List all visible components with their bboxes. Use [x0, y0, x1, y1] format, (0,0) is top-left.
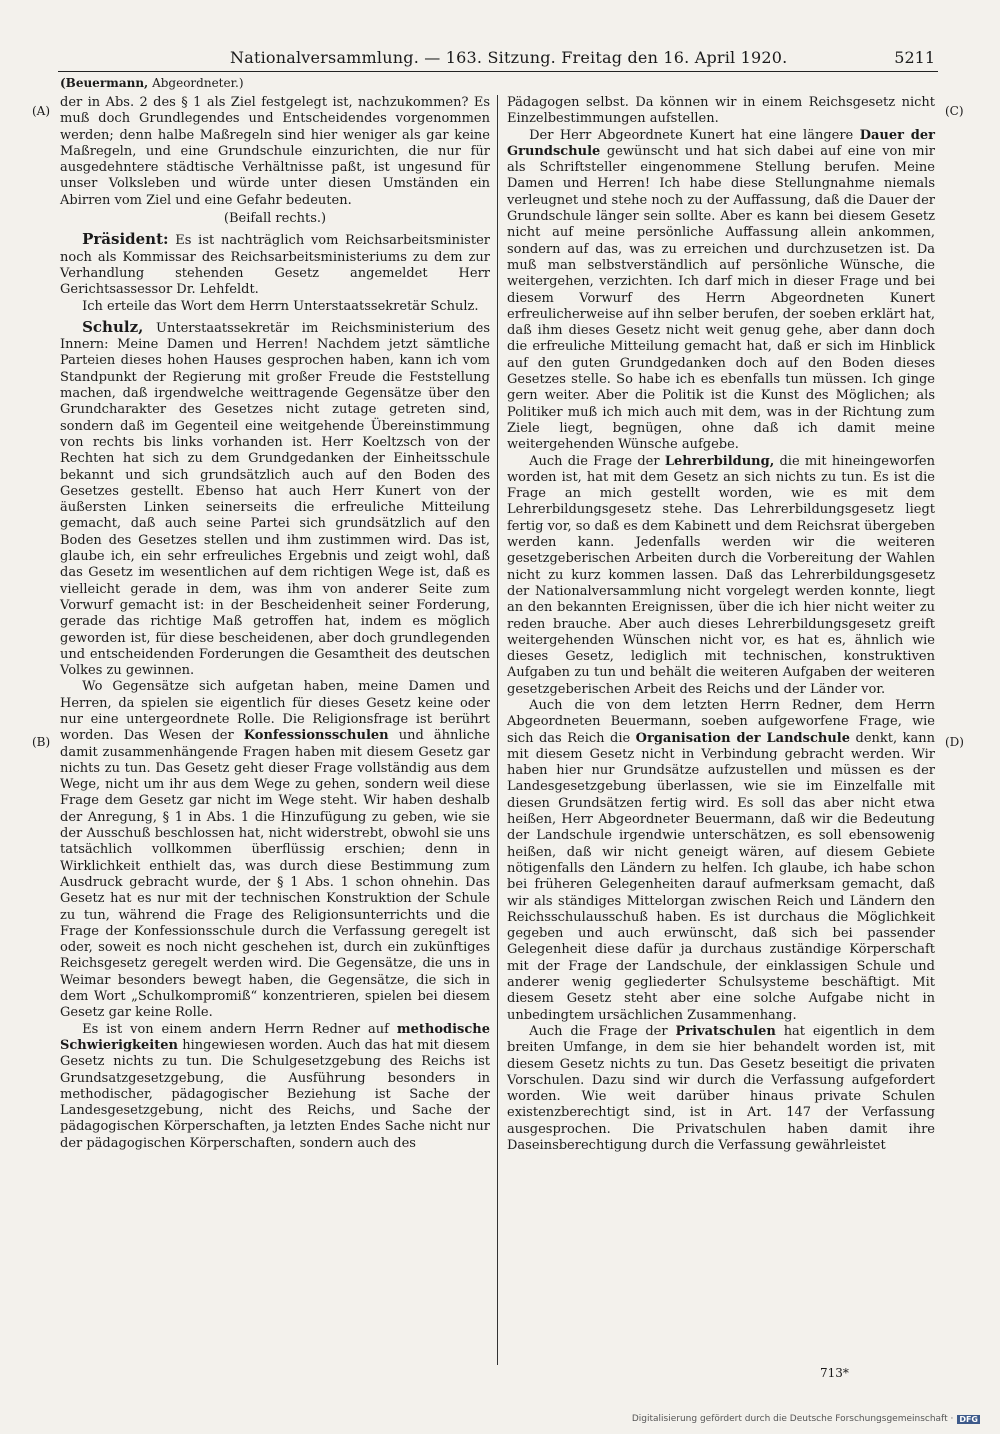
footer-credit	[632, 1414, 980, 1424]
page-header	[60, 48, 935, 70]
margin-mark-d: (D)	[945, 735, 964, 749]
emphasis: Konfessionsschulen	[243, 728, 389, 744]
paragraph	[507, 698, 935, 1024]
paragraph	[507, 128, 935, 454]
dfg-logo-icon: DFG	[959, 1414, 978, 1424]
paragraph-president	[60, 231, 490, 298]
paragraph-text: Es ist von einem andern Herrn Redner auf	[82, 1021, 389, 1037]
margin-mark-c: (C)	[945, 104, 964, 118]
paragraph-text: Auch die von dem letzten Herrn Redner, dem Herrn Abgeordneten Beuermann, soeben aufgeworfene Frage, wie sich das Reich die	[507, 697, 935, 746]
speaker-role: Abgeordneter.)	[152, 76, 244, 90]
paragraph-text: gewünscht und hat sich dabei auf eine von mir als Schriftsteller eingenommene Stellung berufen. Meine Damen und Herren! Ich habe diese Stellungnahme niemals verleugnet und stehe noch zu der Auffassung, daß die Dauer der Grundschule länger sein sollte. Aber es kann bei diesem Gesetz nicht auf meine persönliche Auffassung allein ankommen, sondern auf das, was zu erreichen und durchzusetzen ist. Da muß man selbstverständlich auf persönliche Wünsche, die weitergehen, verzichten. Ich darf mich in dieser Frage und bei diesem Vorwurf des Herrn Abgeordneten Kunert erfreulicherweise auf ihn selber berufen, der soeben erklärt hat, daß ihm dieses Gesetz nicht weit genug gehe, aber dann doch die erfreuliche Mitteilung gemacht hat, daß er sich im Hinblick auf den guten Grundgedanken doch auf den Boden dieses Gesetzes stelle. So habe ich es ebenfalls tun müssen. Ich ginge gern weiter. Aber die Politik ist die Kunst des Möglichen; als Politiker muß ich mich auch mit dem, was in der Richtung zum Ziele liegt, begnügen, ohne daß ich damit meine weitergehenden Wünsche aufgebe.	[507, 143, 935, 453]
paragraph-text: Auch die Frage der	[529, 453, 660, 469]
emphasis: Lehrerbildung,	[664, 453, 775, 469]
paragraph-text: Es ist nachträglich vom Reichsarbeitsminister noch als Kommissar des Reichsarbeitsministeriums zu dem zur Verhandlung stehenden Gesetz angemeldet Herr Gerichtsassessor Dr. Lehfeldt.	[60, 233, 490, 298]
paragraph	[60, 679, 490, 1021]
paragraph	[507, 454, 935, 698]
speaker-label: Präsident:	[82, 230, 169, 249]
emphasis: Organisation der Landschule	[635, 730, 850, 746]
margin-mark-b: (B)	[32, 735, 51, 749]
paragraph-text: Auch die Frage der	[529, 1023, 668, 1039]
emphasis: Privatschulen	[675, 1023, 776, 1039]
paragraph: Pädagogen selbst. Da können wir in einem Reichsgesetz nicht Einzelbestimmungen aufstellen.	[507, 95, 935, 127]
paragraph-text: und ähnliche damit zusammenhängende Fragen haben mit diesem Gesetz gar nichts zu tun. Das Gesetz geht dieser Frage vollständig aus dem Wege, nicht um ihr aus dem Wege zu gehen, sondern weil diese Frage dem Gesetz gar nicht im Wege steht. Wir haben deshalb der Anregung, § 1 in Abs. 1 die Hinzufügung zu geben, wie sie der Ausschuß beschlossen hat, nicht widerstrebt, obwohl sie uns tatsächlich vollkommen überflüssig erschien; denn in Wirklichkeit enthielt das, was durch diese Bestimmung zum Ausdruck gebracht wurde, der § 1 Abs. 1 schon ohnehin. Das Gesetz hat es nur mit der technischen Konstruktion der Schule zu tun, während die Frage des Religionsunterrichts und die Frage der Konfessionsschule durch die Verfassung geregelt ist oder, soweit es noch nicht geschehen ist, durch ein zukünftiges Reichsgesetz geregelt werden wird. Die Gegensätze, die uns in Weimar besonders bewegt haben, die Gegensätze, die sich in dem Wort „Schulkompromiß“ konzentrieren, spielen bei diesem Gesetz gar keine Rolle.	[60, 728, 490, 1021]
paragraph	[507, 1024, 935, 1154]
signature-mark: 713*	[820, 1366, 849, 1380]
header-rule	[58, 71, 938, 72]
paragraph-text: Unterstaatssekretär im Reichsministerium des Innern: Meine Damen und Herren! Nachdem jetzt sämtliche Parteien dieses hohen Hauses gesprochen haben, kann ich vom Standpunkt der Regierung mit großer Freude die Feststellung machen, daß irgendwelche weittragende Gegensätze über den Grundcharakter des Gesetzes nicht zutage getreten sind, sondern daß im Gegenteil eine weitgehende Übereinstimmung von rechts bis links vorhanden ist. Herr Koeltzsch von der Rechten hat sich zu dem Grundgedanken der Einheitsschule bekannt und sich grundsätzlich auch auf den Boden des Gesetzes gestellt. Ebenso hat auch Herr Kunert von der äußersten Linken seinerseits die erfreuliche Mitteilung gemacht, daß auch seine Partei sich grundsätzlich auf den Boden des Gesetzes stellen und ihm zustimmen wird. Das ist, glaube ich, ein sehr erfreuliches Ergebnis und zeigt wohl, daß das Gesetz im wesentlichen auf dem richtigen Wege ist, daß es vielleicht gerade in dem, was ihm von anderer Seite zum Vorwurf gemacht ist: in der Bescheidenheit seiner Forderung, gerade das richtige Maß getroffen hat, indem es möglich geworden ist, für diese bescheidenen, aber doch grundlegenden und entscheidenden Forderungen die Gesamtheit des deutschen Volkes zu gewinnen.	[60, 320, 490, 679]
paragraph: Ich erteile das Wort dem Herrn Unterstaatssekretär Schulz.	[82, 298, 479, 314]
speaker-name: (Beuermann,	[60, 76, 149, 90]
column-divider	[497, 95, 498, 1365]
paragraph-text: Der Herr Abgeordnete Kunert hat eine längere	[529, 127, 854, 143]
paragraph-text: denkt, kann mit diesem Gesetz nicht in Verbindung gebracht werden. Wir haben hier nur Grundsätze aufzustellen und müssen es der Landesgesetzgebung überlassen, wie sie im Einzelfalle mit diesen Grundsätzen fertig wird. Es soll das aber nicht etwa heißen, Herr Abgeordneter Beuermann, daß wir die Bedeutung der Landschule irgendwie unterschätzen, es soll ebensowenig heißen, daß wir nicht geneigt wären, auf diesem Gebiete nötigenfalls den Ländern zu helfen. Ich glaube, ich habe schon bei früheren Gelegenheiten darauf aufmerksam gemacht, daß wir als ständiges Mittelorgan zwischen Reich und Ländern den Reichsschulausschuß haben. Es ist durchaus die Möglichkeit gegeben und auch erwünscht, daß sich bei passender Gelegenheit diese dafür ja durchaus zuständige Körperschaft mit der Frage der Landschule, der einklassigen Schule und anderer wenig gegliederter Schulsysteme beschäftigt. Mit diesem Gesetz steht aber eine solche Aufgabe nicht in unbedingtem ursächlichen Zusammenhang.	[507, 730, 935, 1023]
speaker-continuation	[60, 76, 244, 90]
paragraph: der in Abs. 2 des § 1 als Ziel festgelegt ist, nachzukommen? Es muß doch Grundlegendes und Entscheidendes vorgenommen werden; denn halbe Maßregeln sind hier weniger als gar keine Maßregeln, und eine Grundschule einzurichten, die nur für ausgedehntere städtische Verhältnisse paßt, ist ungesund für unser Volksleben und würde unter diesen Umständen ein Abirren vom Ziel und eine Gefahr bedeuten.	[60, 95, 490, 208]
speaker-label: Schulz,	[82, 317, 144, 336]
paragraph	[60, 1022, 490, 1152]
paragraph-text: die mit hineingeworfen worden ist, hat mit dem Gesetz an sich nichts zu tun. Es ist die Frage an mich gestellt worden, wie es mit dem Lehrerbildungsgesetz stehe. Das Lehrerbildungsgesetz liegt fertig vor, so daß es dem Kabinett und dem Reichsrat übergeben werden kann. Jedenfalls werden wir die weiteren gesetzgeberischen Arbeiten durch die Vorbereitung der Wahlen nicht zu kurz kommen lassen. Daß das Lehrerbildungsgesetz der Nationalversammlung nicht vorgelegt werden konnte, liegt an den bekannten Ereignissen, über die ich hier nicht weiter zu reden brauche. Aber auch dieses Lehrerbildungsgesetz greift weitergehenden Wünschen nicht vor, es hat es, ähnlich wie dieses Gesetz, lediglich mit technischen, konstruktiven Aufgaben zu tun und behält die weiteren Aufgaben der weiteren gesetzgeberischen Arbeit des Reichs und der Länder vor.	[507, 453, 936, 697]
emphasis: methodische Schwierigkeiten	[60, 1021, 490, 1053]
footer-text: Digitalisierung gefördert durch die Deutsche Forschungsgemeinschaft ·	[631, 1414, 954, 1424]
page-number: 5211	[894, 48, 935, 67]
paragraph-text: hat eigentlich in dem breiten Umfange, in dem sie hier behandelt worden ist, mit diesem Gesetz nichts zu tun. Das Gesetz beseitigt die privaten Vorschulen. Dazu sind wir durch die Verfassung aufgefordert worden. Wie weit darüber hinaus private Schulen existenzberechtigt sind, ist in Art. 147 der Verfassung ausgesprochen. Die Privatschulen haben damit ihre Daseinsberechtigung durch die Verfassung gewährleistet	[507, 1023, 935, 1153]
paragraph-text: hingewiesen worden. Auch das hat mit diesem Gesetz nichts zu tun. Die Schulgesetzgebung des Reichs ist Grundsatzgesetzgebung, die Ausführung besonders in methodischer, pädagogischer Beziehung ist Sache der Landesgesetzgebung, nicht des Reichs, und Sache der pädagogischen Körperschaften, ja letzten Endes Sache nicht nur der pädagogischen Körperschaften, sondern auch des	[60, 1037, 490, 1151]
header-title: Nationalversammlung. — 163. Sitzung. Freitag den 16. April 1920.	[230, 48, 788, 67]
applause-note: (Beifall rechts.)	[223, 211, 327, 227]
emphasis: Dauer der Grundschule	[507, 127, 935, 159]
paragraph-schulz	[60, 319, 490, 680]
left-column	[60, 95, 490, 1152]
margin-mark-a: (A)	[32, 104, 51, 118]
right-column	[507, 95, 935, 1154]
paragraph-text: Wo Gegensätze sich aufgetan haben, meine Damen und Herren, da spielen sie eigentlich für dieses Gesetz keine oder nur eine untergeordnete Rolle. Die Religionsfrage ist berührt worden. Das Wesen der	[60, 679, 490, 744]
